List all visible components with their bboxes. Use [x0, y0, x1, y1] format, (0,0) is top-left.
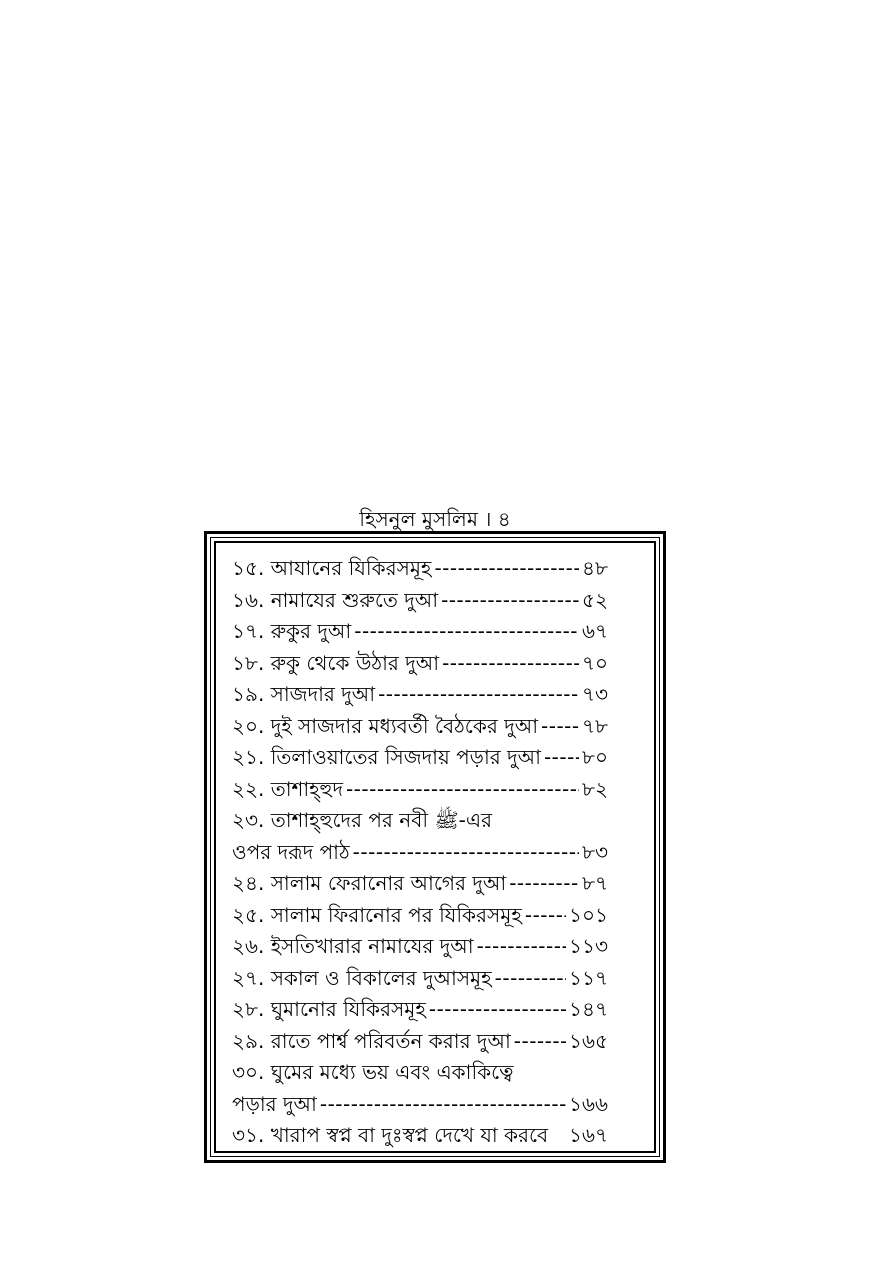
toc-entry-title: ২৮. ঘুমানোর যিকিরসমূহ — [232, 997, 426, 1021]
toc-entry-page: ৮২ — [582, 776, 608, 801]
toc-entry-29[interactable] — [232, 1026, 608, 1058]
toc-entry-title: ২৪. সালাম ফেরানোর আগের দুআ — [232, 871, 507, 895]
toc-entry-21[interactable] — [232, 742, 608, 774]
toc-entry-page: ১৬৬ — [569, 1091, 608, 1116]
toc-entry-27[interactable] — [232, 963, 608, 995]
toc-entry-23-line1[interactable] — [232, 805, 608, 837]
toc-dot-leader — [442, 648, 579, 680]
toc-entry-title: ১৫. আযানের যিকিরসমূহ — [232, 556, 432, 580]
toc-entry-title: ওপর দরূদ পাঠ — [232, 839, 350, 864]
page-header-title: হিসনুল মুসলিম । ৪ — [359, 507, 511, 531]
frame-border-inner — [214, 541, 656, 1153]
toc-dot-leader — [509, 868, 579, 900]
toc-entry-page: ৭০ — [581, 650, 608, 675]
toc-entry-page: ১১৩ — [569, 934, 608, 958]
toc-dot-leader — [378, 679, 579, 711]
toc-entry-page: ১১৭ — [569, 965, 608, 990]
toc-entry-page: ৭৩ — [581, 682, 608, 706]
toc-entry-page: ১০১ — [569, 902, 608, 927]
toc-entry-page: ৮৭ — [582, 871, 608, 895]
toc-entry-title: ২২. তাশাহ্হুদ — [232, 776, 343, 801]
toc-entry-22[interactable] — [232, 774, 608, 806]
toc-entry-page: ১৬৫ — [569, 1028, 608, 1053]
toc-entry-page: ১৬৭ — [569, 1123, 608, 1147]
toc-dot-leader — [525, 900, 566, 932]
toc-entry-24[interactable] — [232, 868, 608, 900]
toc-entry-26[interactable] — [232, 931, 608, 963]
toc-entry-20[interactable] — [232, 711, 608, 743]
toc-entry-title: ২০. দুই সাজদার মধ্যবর্তী বৈঠকের দুআ — [232, 713, 539, 738]
toc-dot-leader — [346, 774, 579, 806]
toc-entry-30-line1[interactable] — [232, 1057, 608, 1089]
toc-dot-leader — [495, 963, 566, 995]
toc-entry-title: ১৯. সাজদার দুআ — [232, 682, 376, 706]
toc-entry-15[interactable] — [232, 553, 608, 585]
toc-dot-leader — [541, 711, 579, 743]
toc-entry-18[interactable] — [232, 648, 608, 680]
toc-entry-title-line1: ৩০. ঘুমের মধ্যে ভয় এবং একাকিত্বে — [232, 1060, 514, 1084]
toc-dot-leader — [544, 742, 579, 774]
toc-entry-28[interactable] — [232, 994, 608, 1026]
toc-entry-19[interactable] — [232, 679, 608, 711]
toc-dot-leader — [434, 553, 579, 585]
toc-entry-30[interactable] — [232, 1089, 608, 1121]
contents-frame — [204, 531, 666, 1163]
toc-dot-leader — [354, 616, 579, 648]
toc-entry-page: ৫২ — [582, 587, 608, 612]
toc-entry-page: ৮০ — [582, 745, 608, 769]
toc-entry-title-line1: ২৩. তাশাহ্হুদের পর নবী ﷺ-এর — [232, 808, 493, 832]
toc-dot-leader — [320, 1089, 566, 1121]
toc-entry-title: ২৯. রাতে পার্শ্ব পরিবর্তন করার দুআ — [232, 1028, 511, 1053]
toc-entry-title: ১৬. নামাযের শুরুতে দুআ — [232, 587, 439, 612]
toc-entry-25[interactable] — [232, 900, 608, 932]
toc-entry-page: ৭৮ — [582, 713, 608, 738]
toc-entry-title: ২৭. সকাল ও বিকালের দুআসমূহ — [232, 965, 492, 990]
table-of-contents — [232, 553, 608, 1152]
toc-entry-title: ২৬. ইসতিখারার নামাযের দুআ — [232, 934, 474, 958]
toc-entry-title: ১৮. রুকু থেকে উঠার দুআ — [232, 650, 440, 675]
toc-dot-leader — [514, 1026, 566, 1058]
toc-entry-17[interactable] — [232, 616, 608, 648]
toc-entry-16[interactable] — [232, 585, 608, 617]
toc-entry-title: ৩১. খারাপ স্বপ্ন বা দুঃস্বপ্ন দেখে যা করবে — [232, 1123, 549, 1147]
toc-entry-title: পড়ার দুআ — [232, 1091, 317, 1116]
toc-entry-title: ১৭. রুকুর দুআ — [232, 619, 352, 643]
toc-dot-leader — [441, 585, 579, 617]
toc-entry-title: ২১. তিলাওয়াতের সিজদায় পড়ার দুআ — [232, 745, 541, 769]
toc-entry-31[interactable] — [232, 1120, 608, 1152]
toc-dot-leader — [353, 837, 579, 869]
toc-entry-page: ১৪৭ — [569, 997, 608, 1021]
toc-entry-23[interactable] — [232, 837, 608, 869]
toc-entry-title: ২৫. সালাম ফিরানোর পর যিকিরসমূহ — [232, 902, 522, 927]
toc-entry-page: ৮৩ — [582, 839, 608, 864]
toc-dot-leader — [429, 994, 566, 1026]
toc-entry-page: ৬৭ — [581, 619, 608, 643]
toc-entry-page: ৪৮ — [582, 556, 608, 580]
toc-dot-leader — [477, 931, 566, 963]
page-header — [204, 506, 666, 532]
